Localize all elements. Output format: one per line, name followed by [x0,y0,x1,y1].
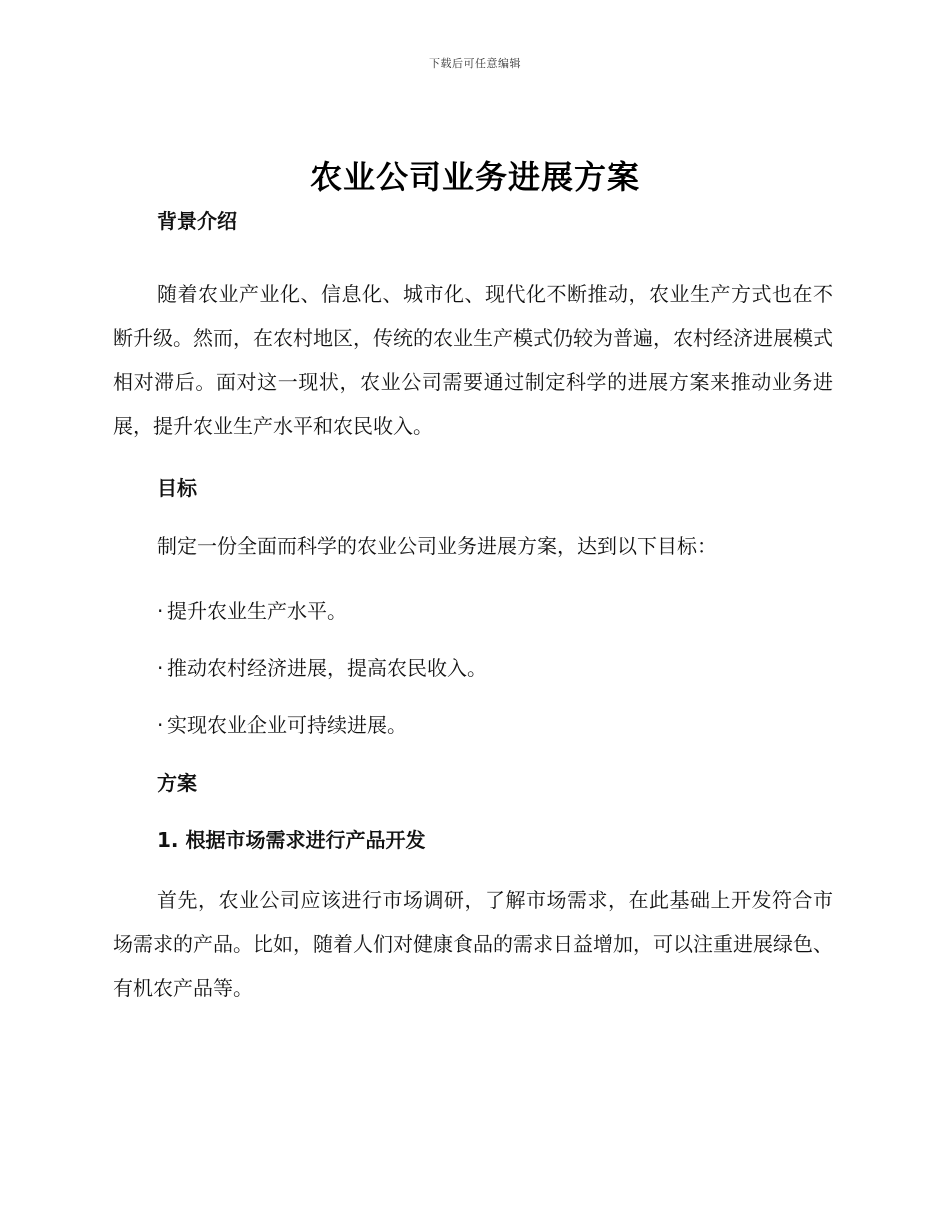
plan-sub-heading: 1. 根据市场需求进行产品开发 [157,828,426,852]
goals-intro-paragraph: 制定一份全面而科学的农业公司业务进展方案，达到以下目标： [157,534,717,558]
plan-paragraph: 首先，农业公司应该进行市场调研，了解市场需求，在此基础上开发符合市场需求的产品。比如，随着人们对健康食品的需求日益增加，可以注重进展绿色、有机农产品等。 [113,888,833,1000]
bullet-dot: · [157,656,164,680]
document-title: 农业公司业务进展方案 [309,158,640,196]
section-heading-plan: 方案 [157,771,197,795]
document-body [113,205,833,1010]
goal-bullet-text: 推动农村经济进展，提高农民收入。 [167,656,487,680]
header-note: 下载后可任意编辑 [429,57,521,70]
goal-bullet-text: 提升农业生产水平。 [167,599,347,623]
bullet-dot: · [157,713,164,737]
background-paragraph: 随着农业产业化、信息化、城市化、现代化不断推动，农业生产方式也在不断升级。然而，在农村地区，传统的农业生产模式仍较为普遍，农村经济进展模式相对滞后。面对这一现状，农业公司需要通过制定科学的进展方案来推动业务进展，提升农业生产水平和农民收入。 [113,282,833,438]
bullet-dot: · [157,599,164,623]
section-heading-background: 背景介绍 [157,209,237,233]
goal-bullet-item [113,653,833,683]
goal-bullet-item [113,596,833,626]
goal-bullet-text: 实现农业企业可持续进展。 [167,713,407,737]
section-heading-goals: 目标 [157,476,197,500]
goal-bullet-item [113,710,833,740]
